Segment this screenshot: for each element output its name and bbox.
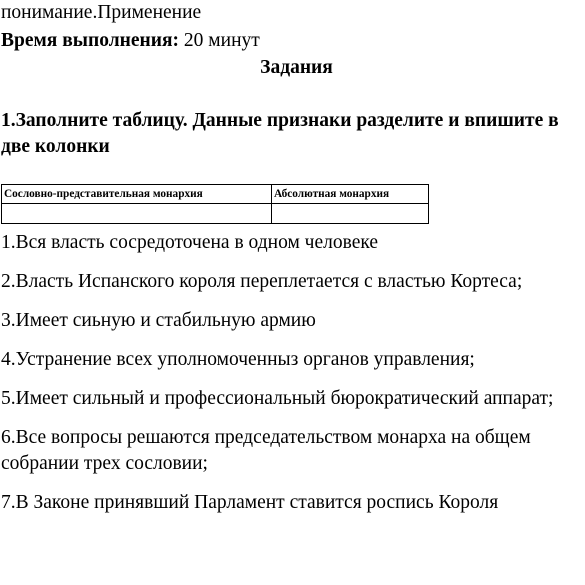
list-item: 4.Устранение всех уполномоченныз органов управления;: [1, 349, 475, 370]
table-row: [2, 204, 429, 224]
time-line: [1, 29, 260, 53]
list-item: 1.Вся власть сосредоточена в одном человеке: [1, 232, 379, 253]
answer-table: [1, 184, 429, 224]
time-value: 20 минут: [179, 30, 260, 51]
column-header-estate-monarchy: Сословно-представительная монархия: [2, 185, 272, 204]
feature-list: [1, 230, 585, 529]
header-line: понимание.Применение: [1, 2, 202, 23]
time-label: Время выполнения:: [1, 30, 180, 51]
list-item: 2.Власть Испанского короля переплетается с властью Кортеса;: [1, 271, 523, 292]
list-item: 7.В Законе принявший Парламент ставится роспись Короля: [1, 492, 499, 513]
column-header-absolute-monarchy: Абсолютная монархия: [272, 185, 429, 204]
list-item: 5.Имеет сильный и профессиональный бюрократический аппарат;: [1, 388, 554, 409]
task-instruction: 1.Заполните таблицу. Данные признаки разделите и впишите в две колонки: [1, 110, 559, 157]
section-title: Задания: [260, 57, 333, 78]
table-cell[interactable]: [272, 204, 429, 224]
table-cell[interactable]: [2, 204, 272, 224]
list-item: 6.Все вопросы решаются председательством монарха на общем собрании трех сословии;: [1, 427, 531, 474]
table-header-row: [2, 185, 429, 204]
list-item: 3.Имеет сиьную и стабильную армию: [1, 310, 316, 331]
